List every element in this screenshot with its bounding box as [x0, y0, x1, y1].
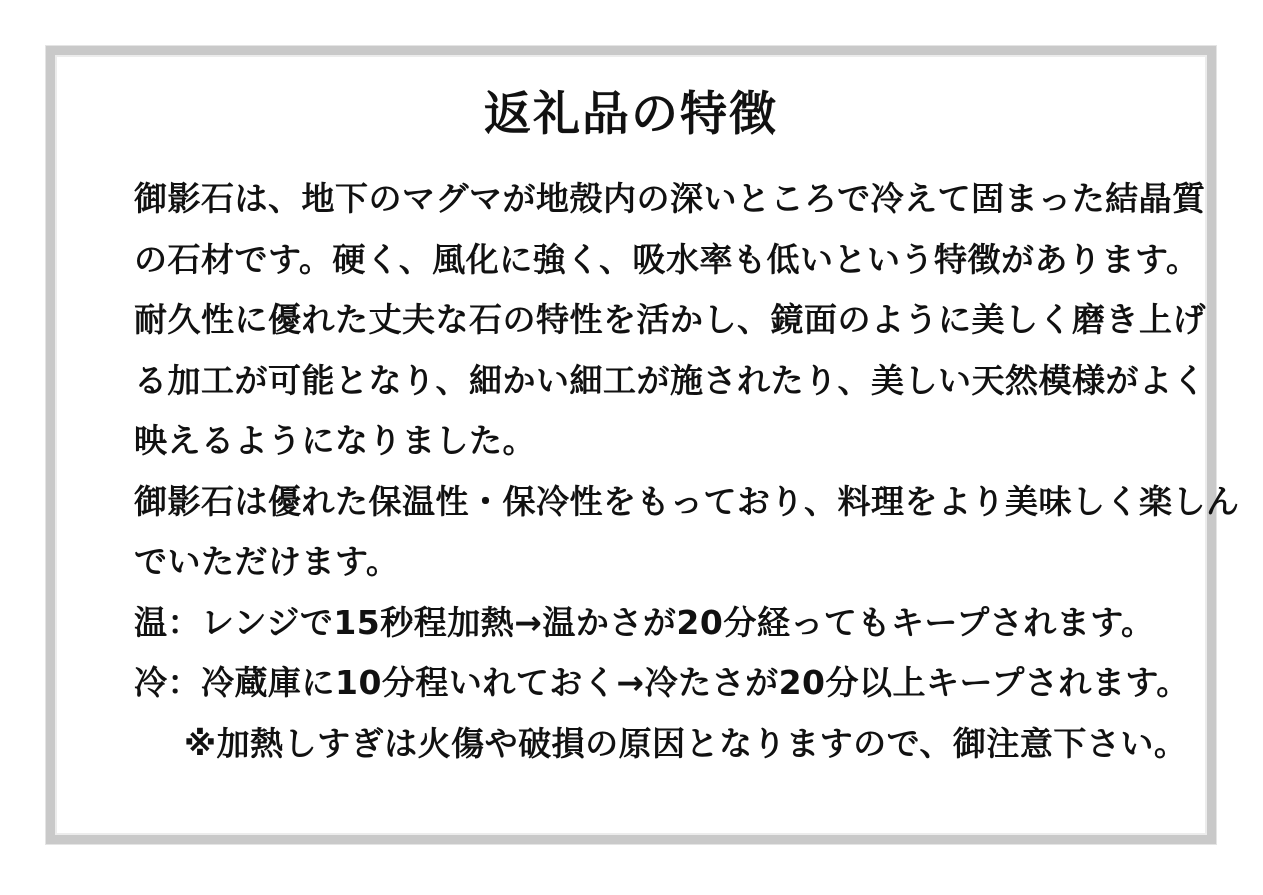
- body-text-block: [55, 169, 1240, 774]
- body-line-10-caution-note: ※加熱しすぎは火傷や破損の原因となりますので、御注意下さい。: [184, 723, 1188, 763]
- page-title: 返礼品の特徴: [484, 87, 778, 142]
- body-line-9-cold-instruction: 冷：冷蔵庫に10分程いれておく→冷たさが20分以上キープされます。: [134, 663, 1190, 703]
- body-line-2: の石材です。硬く、風化に強く、吸水率も低いという特徴があります。: [134, 239, 1200, 279]
- body-line-5: 映えるようになりました。: [134, 421, 536, 461]
- body-line-8-heat-instruction: 温：レンジで15秒程加熱→温かさが20分経ってもキープされます。: [134, 602, 1155, 642]
- body-line-4: る加工が可能となり、細かい細工が施されたり、美しい天然模様がよく: [134, 360, 1206, 400]
- body-line-7: でいただけます。: [134, 542, 400, 582]
- body-line-6: 御影石は優れた保温性・保冷性をもっており、料理をより美味しく楽しん: [134, 481, 1240, 521]
- content-frame: [46, 46, 1240, 844]
- body-line-3: 耐久性に優れた丈夫な石の特性を活かし、鏡面のように美しく磨き上げ: [134, 300, 1206, 340]
- body-line-1: 御影石は、地下のマグマが地殻内の深いところで冷えて固まった結晶質: [134, 179, 1206, 219]
